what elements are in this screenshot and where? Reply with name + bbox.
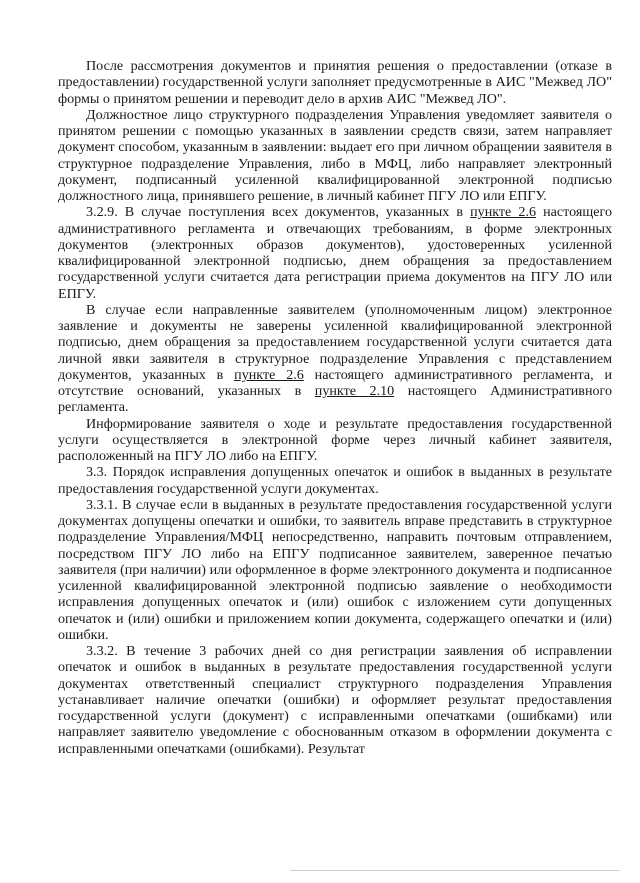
paragraph-text: настоящего Административного регламента. bbox=[58, 383, 613, 416]
scan-artifact-line bbox=[290, 870, 620, 871]
paragraph bbox=[58, 204, 612, 302]
section-heading: 3.3. Порядок исправления допущенных опечаток и ошибок в выданных в результате предоставления государственной услуги документах. bbox=[58, 464, 612, 497]
reference-link[interactable]: пункте 2.6 bbox=[234, 366, 304, 383]
paragraph-text: 3.2.9. В случае поступления всех документов, указанных в bbox=[86, 204, 471, 221]
paragraph-text: настоящего административного регламента, и отсутствие оснований, указанных в bbox=[58, 366, 612, 399]
reference-link[interactable]: пункте 2.6 bbox=[470, 204, 537, 221]
paragraph: Должностное лицо структурного подразделения Управления уведомляет заявителя о принятом решении с помощью указанных в заявлении средств связи, затем направляет документ способом, указанным в заявлении: выдает его при личном обращении заявителя в структурное подразделение Управления, либо в МФЦ, либо направляет электронный документ, подписанный усиленной квалифицированной электронной подписью должностного лица, принявшего решение, в личный кабинет ПГУ ЛО или ЕПГУ. bbox=[58, 106, 612, 204]
paragraph-text: настоящего административного регламента и отвечающих требованиям, в форме электронных документов (электронных образов документов), удостоверенных усиленной квалифицированной электронной подписью, днем обращения за предоставлением государственной услуги считается дата регистрации приема документов на ПГУ ЛО или ЕПГУ. bbox=[58, 204, 612, 302]
paragraph: После рассмотрения документов и принятия решения о предоставлении (отказе в предоставлении) государственной услуги заполняет предусмотренные в АИС "Межвед ЛО" формы о принятом решении и переводит дело в архив АИС "Межвед ЛО". bbox=[58, 58, 612, 107]
paragraph: 3.3.2. В течение 3 рабочих дней со дня регистрации заявления об исправлении опечаток и ошибок в выданных в результате предоставления государственной услуги документах ответственный специалист структурного подразделения Управления устанавливает наличие опечатки (ошибки) и оформляет результат предоставления государственной услуги (документ) с исправленными опечатками (ошибками) или направляет заявителю уведомление с обоснованным отказом в оформлении документа с исправленными опечатками (ошибками). Результат bbox=[58, 643, 612, 757]
paragraph: Информирование заявителя о ходе и результате предоставления государственной услуги осуществляется в электронной форме через личный кабинет заявителя, расположенный на ПГУ ЛО либо на ЕПГУ. bbox=[58, 415, 612, 464]
reference-link[interactable]: пункте 2.10 bbox=[314, 383, 395, 399]
paragraph: 3.3.1. В случае если в выданных в результате предоставления государственной услуги документах допущены опечатки и ошибки, то заявитель вправе представить в структурное подразделение Управления/МФЦ непосредственно, направить почтовым отправлением, посредством ПГУ ЛО либо на ЕПГУ подписанное заявителем, заверенное печатью заявителя (при наличии) или оформленное в форме электронного документа и подписанное усиленной квалифицированной электронной подписью заявление о необходимости исправления допущенных опечаток и (или) ошибок с изложением сути допущенных опечаток и (или) ошибки и приложением копии документа, содержащего опечатки и (или) ошибки. bbox=[58, 496, 612, 643]
paragraph bbox=[58, 302, 612, 416]
paragraph-text: В случае если направленные заявителем (уполномоченным лицом) электронное заявление и документы не заверены усиленной квалифицированной электронной подписью, днем обращения за предоставлением государственной услуги считается дата личной явки заявителя в структурное подразделение Управления с представлением документов, указанных в bbox=[58, 301, 612, 383]
